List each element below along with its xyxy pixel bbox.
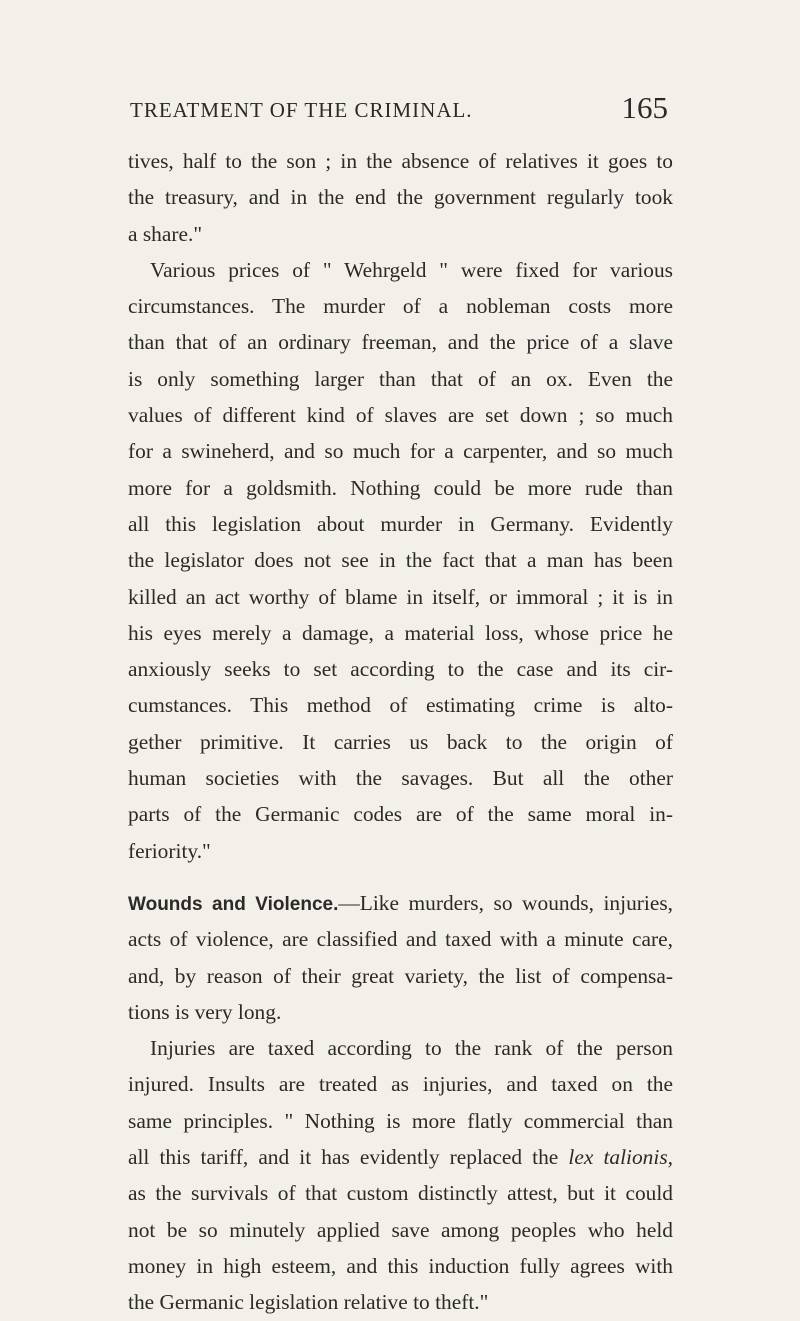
text-line: more for a goldsmith. Nothing could be more rude than <box>128 475 673 500</box>
text-line: acts of violence, are classified and taxed with a minute care, <box>128 927 673 952</box>
text-line: human societies with the savages. But all the other <box>128 766 673 791</box>
text-line: Various prices of " Wehrgeld " were fixed for various <box>150 257 673 282</box>
page-number: 165 <box>621 90 668 125</box>
text-line: tives, half to the son ; in the absence of relatives it goes to <box>128 149 673 173</box>
text-line: a share." <box>128 221 203 246</box>
text-line <box>128 885 673 921</box>
text-line: same principles. " Nothing is more flatly commercial than <box>128 1108 673 1133</box>
text-line: killed an act worthy of blame in itself, or immoral ; it is in <box>128 584 673 609</box>
body-text <box>128 143 673 1321</box>
text-line: the legislator does not see in the fact that a man has been <box>128 548 673 573</box>
text-line: and, by reason of their great variety, the list of compensa- <box>128 963 673 988</box>
text-line: his eyes merely a damage, a material loss, whose price he <box>128 620 673 645</box>
section-heading: Wounds and Violence. <box>128 893 339 915</box>
text-line: circumstances. The murder of a nobleman costs more <box>128 294 673 319</box>
text-line: anxiously seeks to set according to the case and its cir- <box>128 657 673 682</box>
text-line: the treasury, and in the end the government regularly took <box>128 185 673 210</box>
text-line: than that of an ordinary freeman, and the price of a slave <box>128 330 673 355</box>
heading-line-rest: —Like murders, so wounds, injuries, <box>338 890 674 915</box>
italic-phrase: lex talionis, <box>568 1145 673 1170</box>
text-line: tions is very long. <box>128 999 282 1024</box>
text-line: the Germanic legislation relative to theft." <box>128 1290 489 1315</box>
text-line: all this legislation about murder in Germany. Evidently <box>128 511 673 536</box>
text-line: injured. Insults are treated as injuries, and taxed on the <box>128 1072 673 1097</box>
text-line: cumstances. This method of estimating crime is alto- <box>128 693 673 718</box>
text-line: parts of the Germanic codes are of the same moral in- <box>128 802 673 827</box>
text-line: as the survivals of that custom distinctly attest, but it could <box>128 1181 673 1206</box>
running-head <box>130 92 670 132</box>
text-line: values of different kind of slaves are set down ; so much <box>128 403 673 428</box>
text-line: money in high esteem, and this induction fully agrees with <box>128 1253 673 1278</box>
running-title: TREATMENT OF THE CRIMINAL. <box>130 98 473 122</box>
text-line: not be so minutely applied save among peoples who held <box>128 1217 673 1242</box>
text-line: feriority." <box>128 838 211 863</box>
section-gap <box>128 869 673 885</box>
text-line: gether primitive. It carries us back to the origin of <box>128 729 673 754</box>
text-line: for a swineherd, and so much for a carpenter, and so much <box>128 439 673 464</box>
text-line: Injuries are taxed according to the rank of the person <box>150 1036 673 1061</box>
text-line <box>128 1139 673 1175</box>
line-start: all this tariff, and it has evidently replaced the <box>128 1145 559 1170</box>
text-line: is only something larger than that of an ox. Even the <box>128 366 673 391</box>
